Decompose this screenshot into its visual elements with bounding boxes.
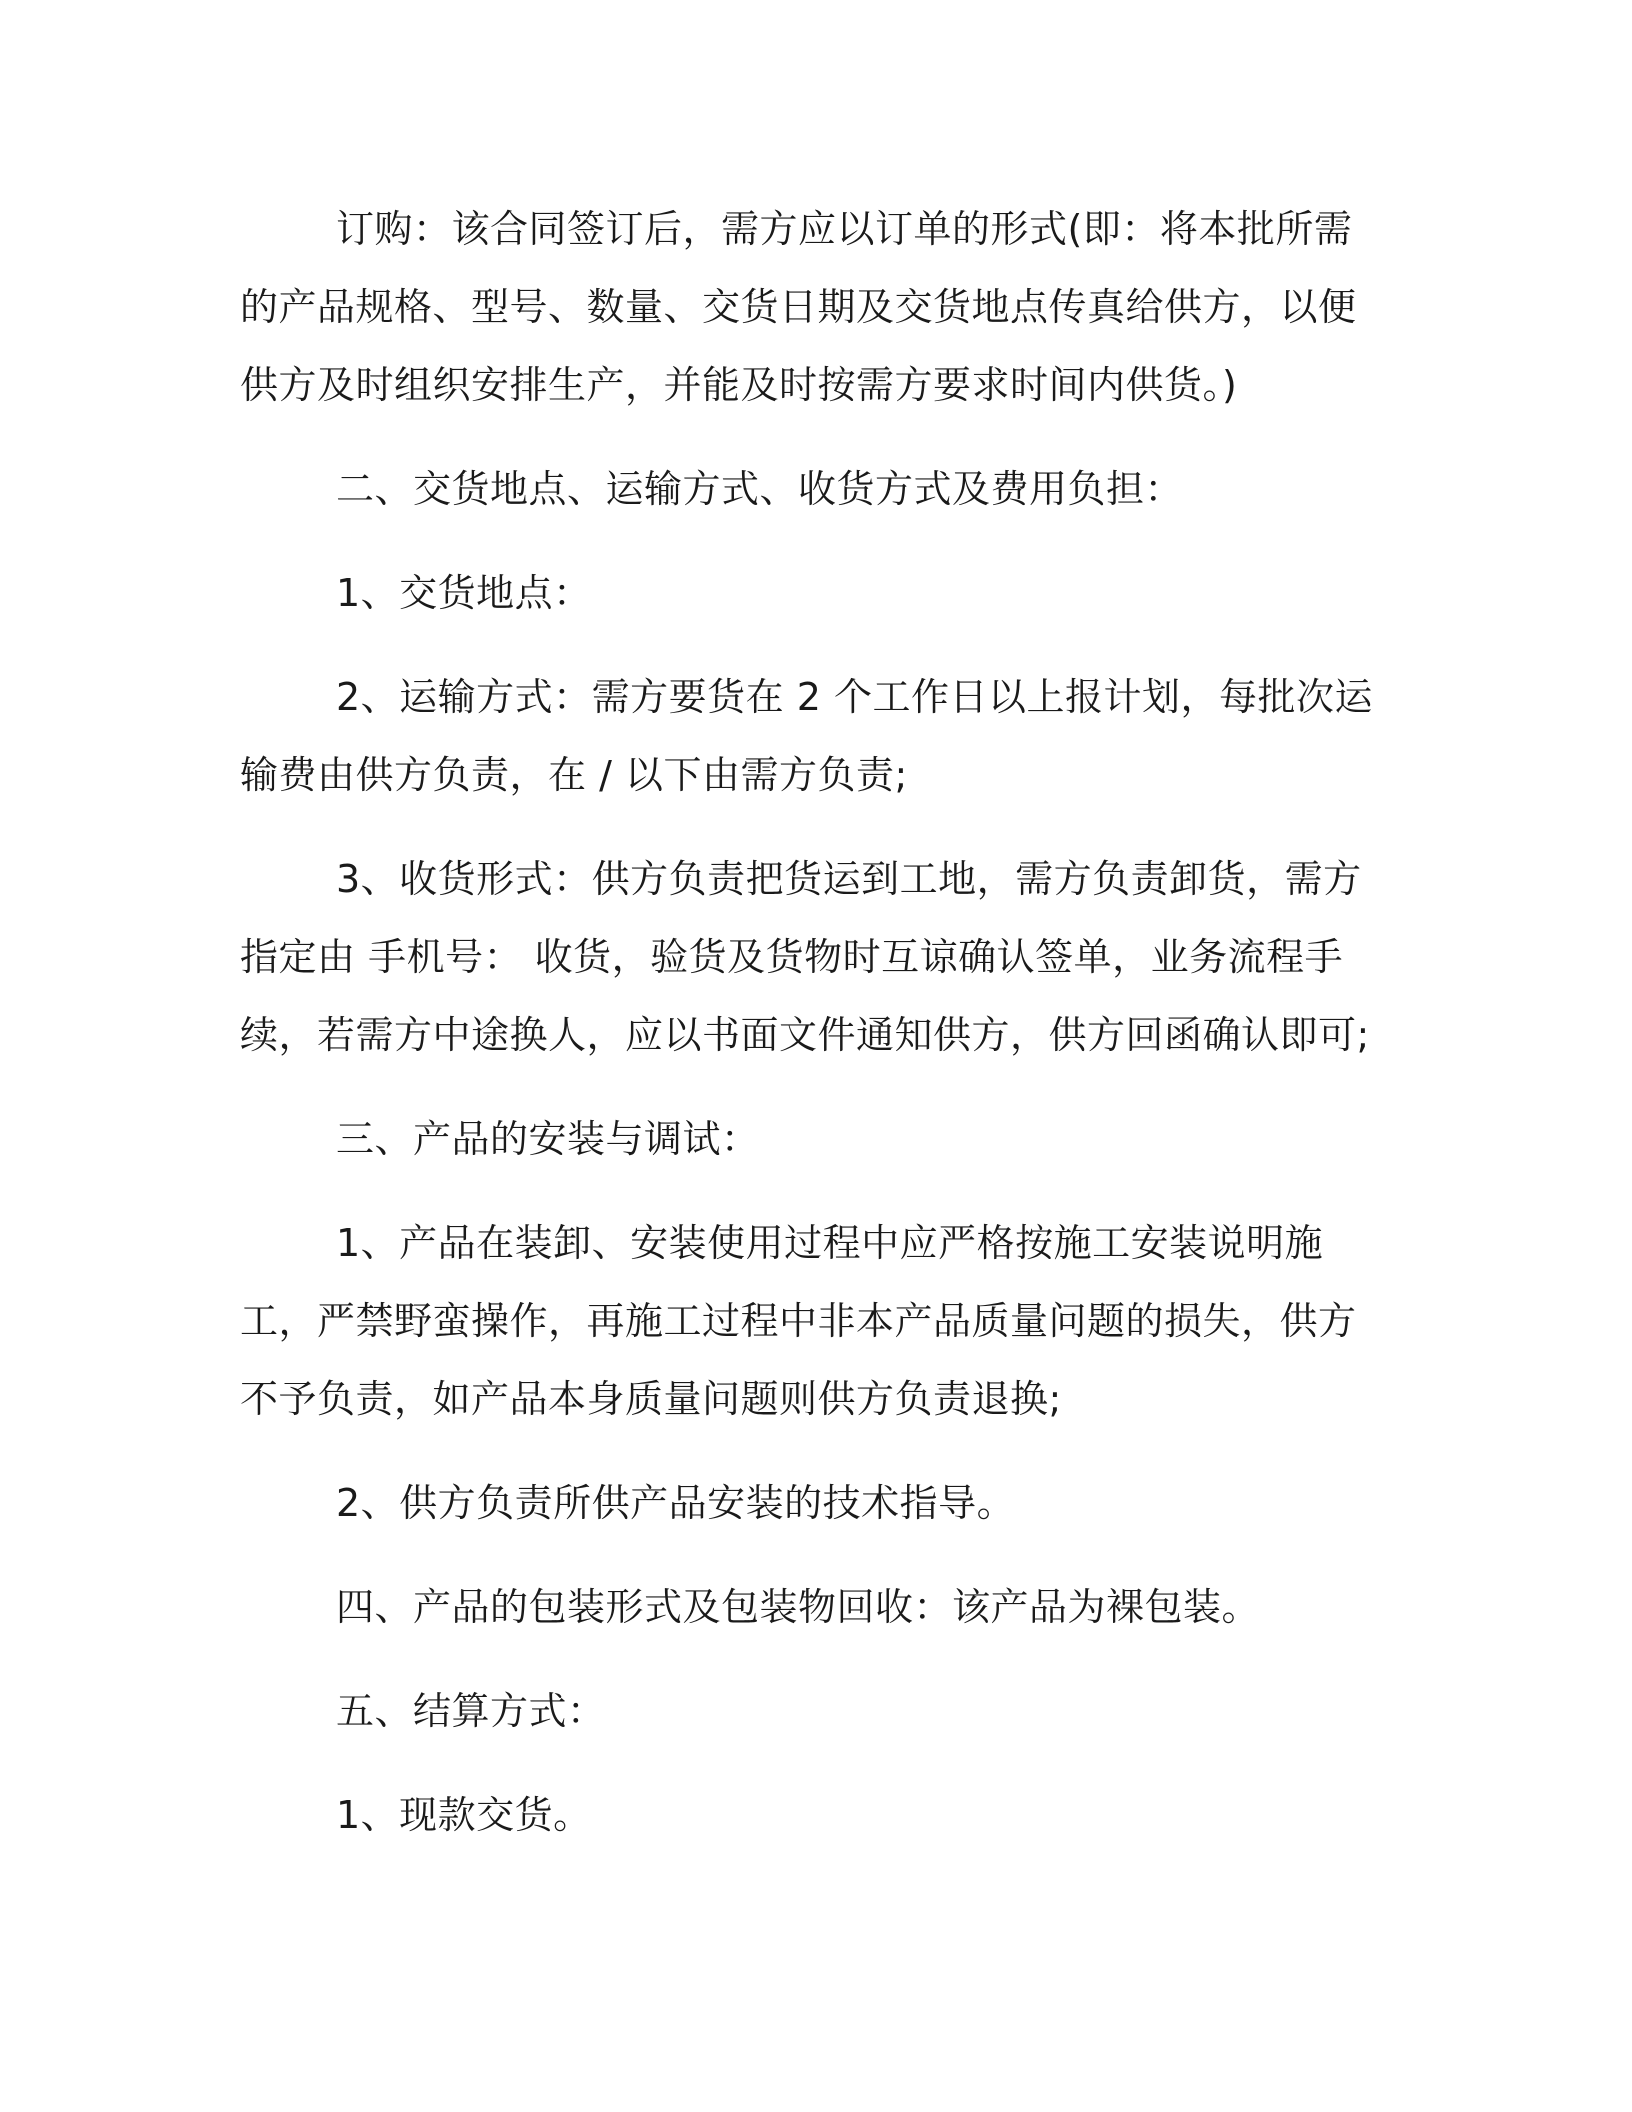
paragraph-receiving-form: 3、收货形式：供方负责把货运到工地，需方负责卸货，需方指定由 手机号： 收货，验货及货物时互谅确认签单，业务流程手续，若需方中途换人，应以书面文件通知供方，供方回函确认即可; xyxy=(240,857,1370,1057)
heading-installation: 三、产品的安装与调试： xyxy=(336,1117,760,1161)
paragraph-transport-method: 2、运输方式：需方要货在 2 个工作日以上报计划，每批次运输费由供方负责，在 / 以下由需方负责; xyxy=(240,675,1374,797)
heading-delivery-transport: 二、交货地点、运输方式、收货方式及费用负担： xyxy=(336,467,1184,511)
paragraph-installation-rules: 1、产品在装卸、安装使用过程中应严格按施工安装说明施工，严禁野蛮操作，再施工过程中非本产品质量问题的损失，供方不予负责，如产品本身质量问题则供方负责退换; xyxy=(240,1221,1357,1421)
document-body xyxy=(240,190,1380,1880)
paragraph-cash-on-delivery: 1、现款交货。 xyxy=(336,1793,592,1837)
heading-packaging: 四、产品的包装形式及包装物回收：该产品为裸包装。 xyxy=(336,1585,1261,1629)
heading-settlement: 五、结算方式： xyxy=(336,1689,606,1733)
paragraph-delivery-location: 1、交货地点： xyxy=(336,571,592,615)
paragraph-technical-guidance: 2、供方负责所供产品安装的技术指导。 xyxy=(336,1481,1016,1525)
paragraph-ordering: 订购：该合同签订后，需方应以订单的形式(即：将本批所需的产品规格、型号、数量、交货日期及交货地点传真给供方，以便供方及时组织安排生产，并能及时按需方要求时间内供货。) xyxy=(240,207,1357,407)
